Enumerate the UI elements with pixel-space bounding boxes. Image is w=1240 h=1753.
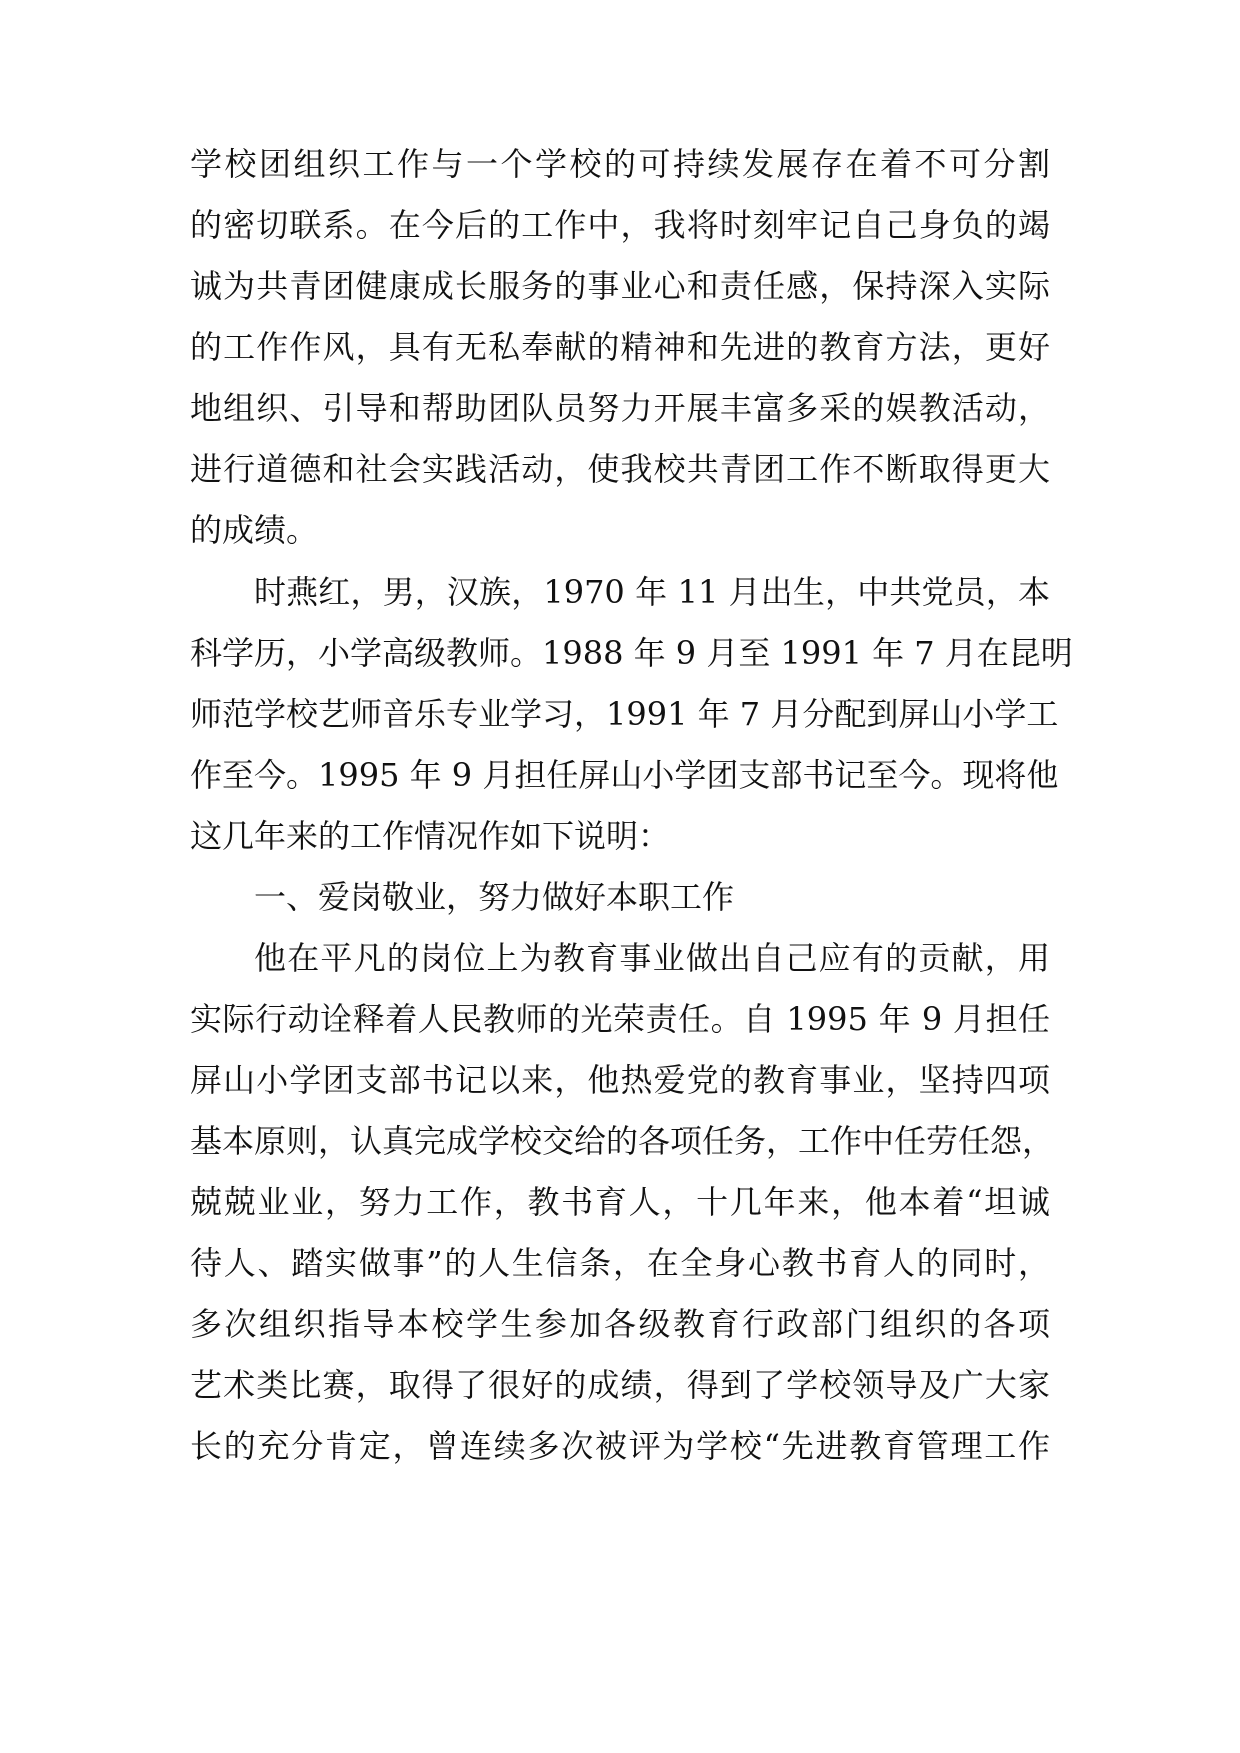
- text-line: 进行道德和社会实践活动，使我校共青团工作不断取得更大: [190, 450, 1050, 488]
- text-line: 多次组织指导本校学生参加各级教育行政部门组织的各项: [190, 1305, 1050, 1343]
- text-line: 诚为共青团健康成长服务的事业心和责任感，保持深入实际: [190, 267, 1050, 305]
- text-line: 长的充分肯定，曾连续多次被评为学校“先进教育管理工作: [190, 1427, 1050, 1465]
- section-heading: 一、爱岗敬业，努力做好本职工作: [254, 878, 735, 916]
- text-line: 科学历，小学高级教师。1988 年 9 月至 1991 年 7 月在昆明: [190, 634, 1073, 672]
- text-line: 屏山小学团支部书记以来，他热爱党的教育事业，坚持四项: [190, 1061, 1050, 1099]
- text-line: 学校团组织工作与一个学校的可持续发展存在着不可分割: [190, 145, 1050, 183]
- text-line: 这几年来的工作情况作如下说明：: [190, 817, 671, 855]
- text-line: 的成绩。: [190, 511, 319, 549]
- paragraph-first-line: 时燕红，男，汉族，1970 年 11 月出生，中共党员，本: [254, 573, 1050, 611]
- paragraph-first-line: 他在平凡的岗位上为教育事业做出自己应有的贡献，用: [254, 939, 1050, 977]
- text-line: 作至今。1995 年 9 月担任屏山小学团支部书记至今。现将他: [190, 756, 1059, 794]
- text-line: 艺术类比赛，取得了很好的成绩，得到了学校领导及广大家: [190, 1366, 1050, 1404]
- text-line: 待人、踏实做事”的人生信条，在全身心教书育人的同时，: [190, 1244, 1050, 1282]
- text-line: 兢兢业业，努力工作，教书育人，十几年来，他本着“坦诚: [190, 1183, 1050, 1221]
- text-line: 基本原则，认真完成学校交给的各项任务，工作中任劳任怨，: [190, 1122, 1055, 1160]
- text-line: 实际行动诠释着人民教师的光荣责任。自 1995 年 9 月担任: [190, 1000, 1050, 1038]
- text-line: 的密切联系。在今后的工作中，我将时刻牢记自己身负的竭: [190, 206, 1050, 244]
- text-line: 的工作作风，具有无私奉献的精神和先进的教育方法，更好: [190, 328, 1050, 366]
- text-line: 师范学校艺师音乐专业学习，1991 年 7 月分配到屏山小学工: [190, 695, 1059, 733]
- text-line: 地组织、引导和帮助团队员努力开展丰富多采的娱教活动，: [190, 389, 1050, 427]
